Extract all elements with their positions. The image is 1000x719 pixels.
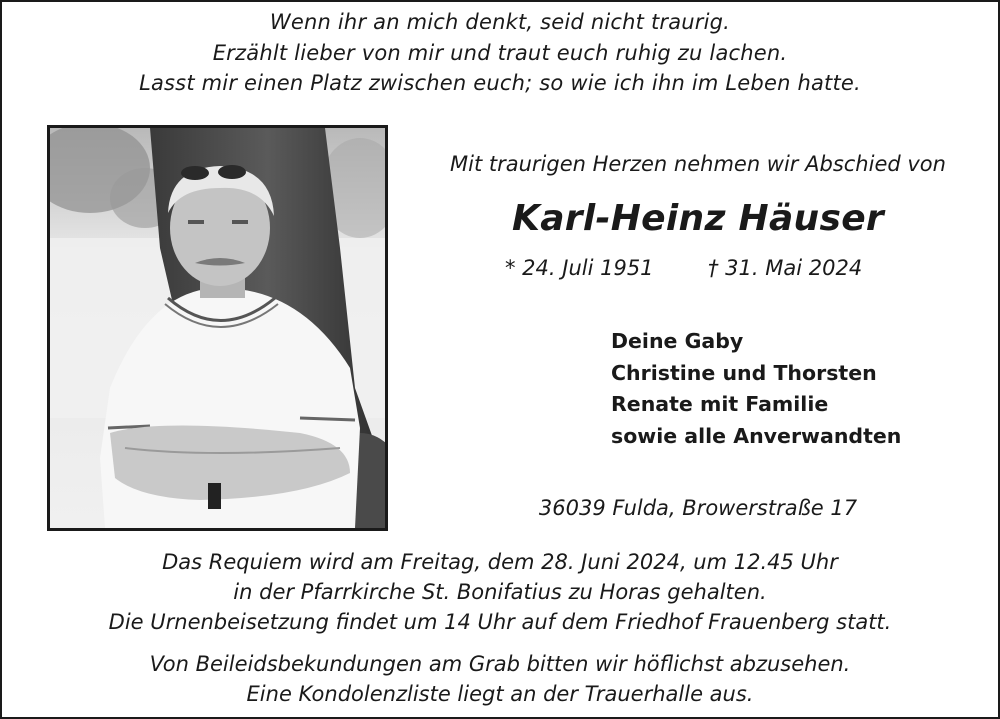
birth-date: * 24. Juli 1951 [505, 256, 654, 280]
mourner: Renate mit Familie [611, 392, 829, 416]
service-details [2, 547, 998, 637]
deceased-name: Karl-Heinz Häuser [512, 198, 884, 239]
death-date: † 31. Mai 2024 [708, 256, 863, 280]
service-line: Das Requiem wird am Freitag, dem 28. Juni 2024, um 12.45 Uhr [162, 550, 838, 574]
mourners-list [611, 326, 901, 452]
mourner: Deine Gaby [611, 329, 744, 353]
mourner: Christine und Thorsten [611, 360, 877, 385]
service-line: in der Pfarrkirche St. Bonifatius zu Horas gehalten. [233, 580, 767, 604]
poem-line: Erzählt lieber von mir und traut euch ruhig zu lachen. [212, 40, 788, 65]
closing-note [2, 649, 998, 709]
closing-line: Eine Kondolenzliste liegt an der Trauerhalle aus. [246, 682, 754, 706]
poem-line: Lasst mir einen Platz zwischen euch; so wie ich ihn im Leben hatte. [139, 71, 861, 95]
service-line: Die Urnenbeisetzung findet um 14 Uhr auf dem Friedhof Frauenberg statt. [108, 610, 892, 634]
mourner: sowie alle Anverwandten [611, 423, 902, 448]
family-address: 36039 Fulda, Browerstraße 17 [538, 496, 858, 520]
poem-line: Wenn ihr an mich denkt, seid nicht traurig. [269, 10, 731, 34]
closing-line: Von Beileidsbekundungen am Grab bitten wir höflichst abzusehen. [149, 652, 851, 676]
farewell-intro: Mit traurigen Herzen nehmen wir Abschied von [450, 152, 946, 176]
portrait-photo [47, 125, 388, 531]
memorial-poem [2, 7, 998, 99]
portrait-illustration [50, 128, 385, 528]
